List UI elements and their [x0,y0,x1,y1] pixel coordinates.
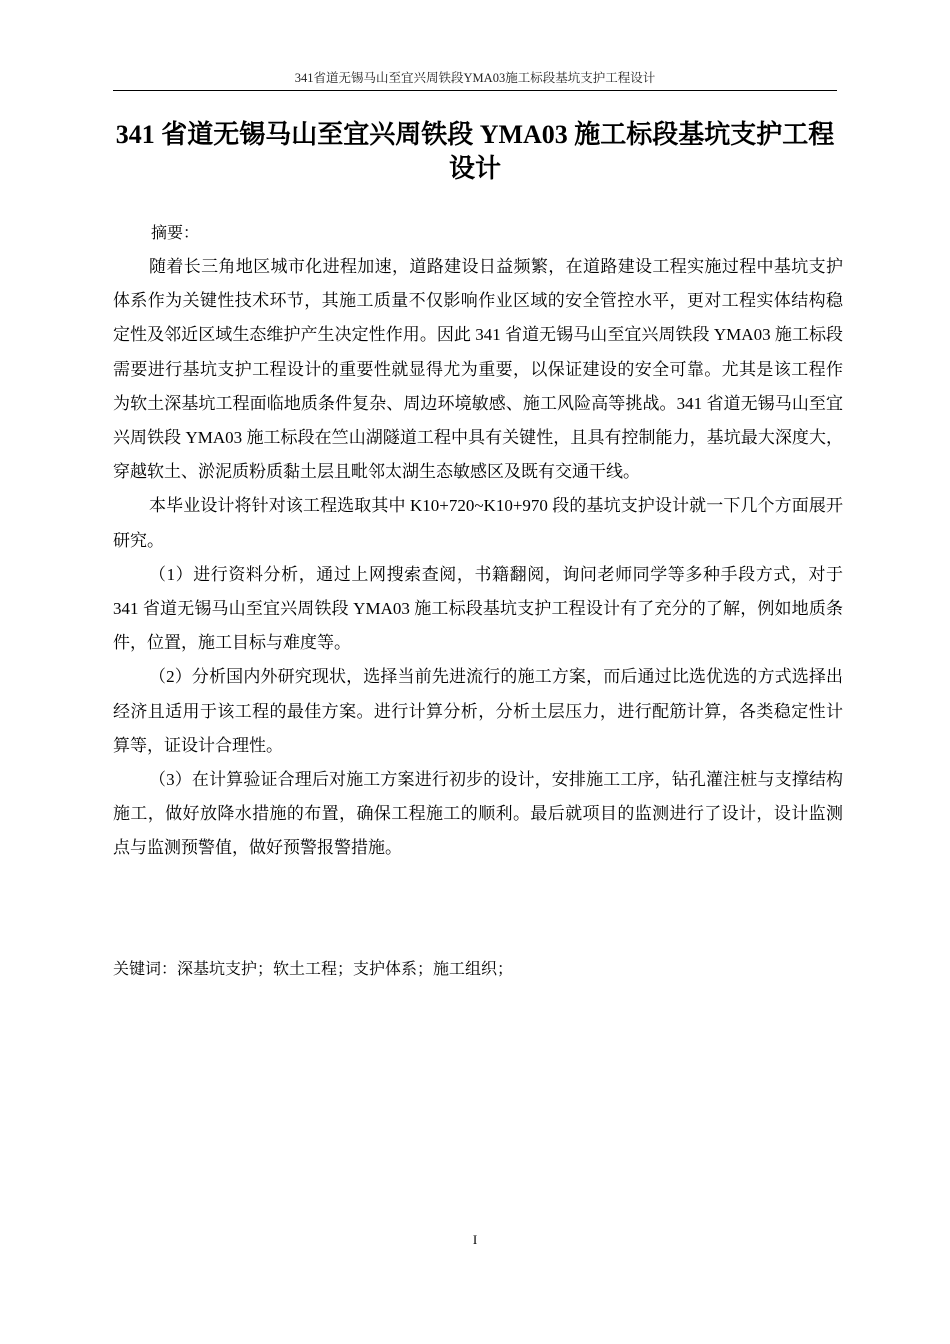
running-header: 341省道无锡马山至宜兴周铁段YMA03施工标段基坑支护工程设计 [294,71,656,85]
header-rule [113,90,837,91]
abstract-paragraph: 随着长三角地区城市化进程加速，道路建设日益频繁，在道路建设工程实施过程中基坑支护体系作为关键性技术环节，其施工质量不仅影响作业区域的安全管控水平，更对工程实体结构稳定性及邻近区域生态维护产生决定性作用。因此 341 省道无锡马山至宜兴周铁段 YMA03 施工标段需要进行基坑支护工程设计的重要性就显得尤为重要，以保证建设的安全可靠。尤其是该工程作为软土深基坑工程面临地质条件复杂、周边环境敏感、施工风险高等挑战。341 省道无锡马山至宜兴周铁段 YMA03 施工标段在竺山湖隧道工程中具有关键性，且具有控制能力，基坑最大深度大，穿越软土、淤泥质粉质黏土层且毗邻太湖生态敏感区及既有交通干线。 [113,257,843,482]
page-number: I [472,1232,478,1247]
abstract-paragraph: （1）进行资料分析，通过上网搜索查阅，书籍翻阅，询问老师同学等多种手段方式，对于 341 省道无锡马山至宜兴周铁段 YMA03 施工标段基坑支护工程设计有了充分的了解，例如地质条件，位置，施工目标与难度等。 [113,564,843,653]
abstract-body [113,216,843,866]
abstract-paragraph: （2）分析国内外研究现状，选择当前先进流行的施工方案，而后通过比选优选的方式选择出经济且适用于该工程的最佳方案。进行计算分析，分析土层压力，进行配筋计算，各类稳定性计算等，证设计合理性。 [113,667,843,755]
abstract-paragraph: （3）在计算验证合理后对施工方案进行初步的设计，安排施工工序，钻孔灌注桩与支撑结构施工，做好放降水措施的布置，确保工程施工的顺利。最后就项目的监测进行了设计，设计监测点与监测预警值，做好预警报警措施。 [113,770,843,858]
document-title: 341 省道无锡马山至宜兴周铁段 YMA03 施工标段基坑支护工程设计 [115,120,835,183]
abstract-label: 摘要： [151,223,200,242]
abstract-paragraph: 本毕业设计将针对该工程选取其中 K10+720~K10+970 段的基坑支护设计就一下几个方面展开研究。 [113,496,843,550]
keywords: 关键词：深基坑支护；软土工程；支护体系；施工组织； [113,959,514,978]
